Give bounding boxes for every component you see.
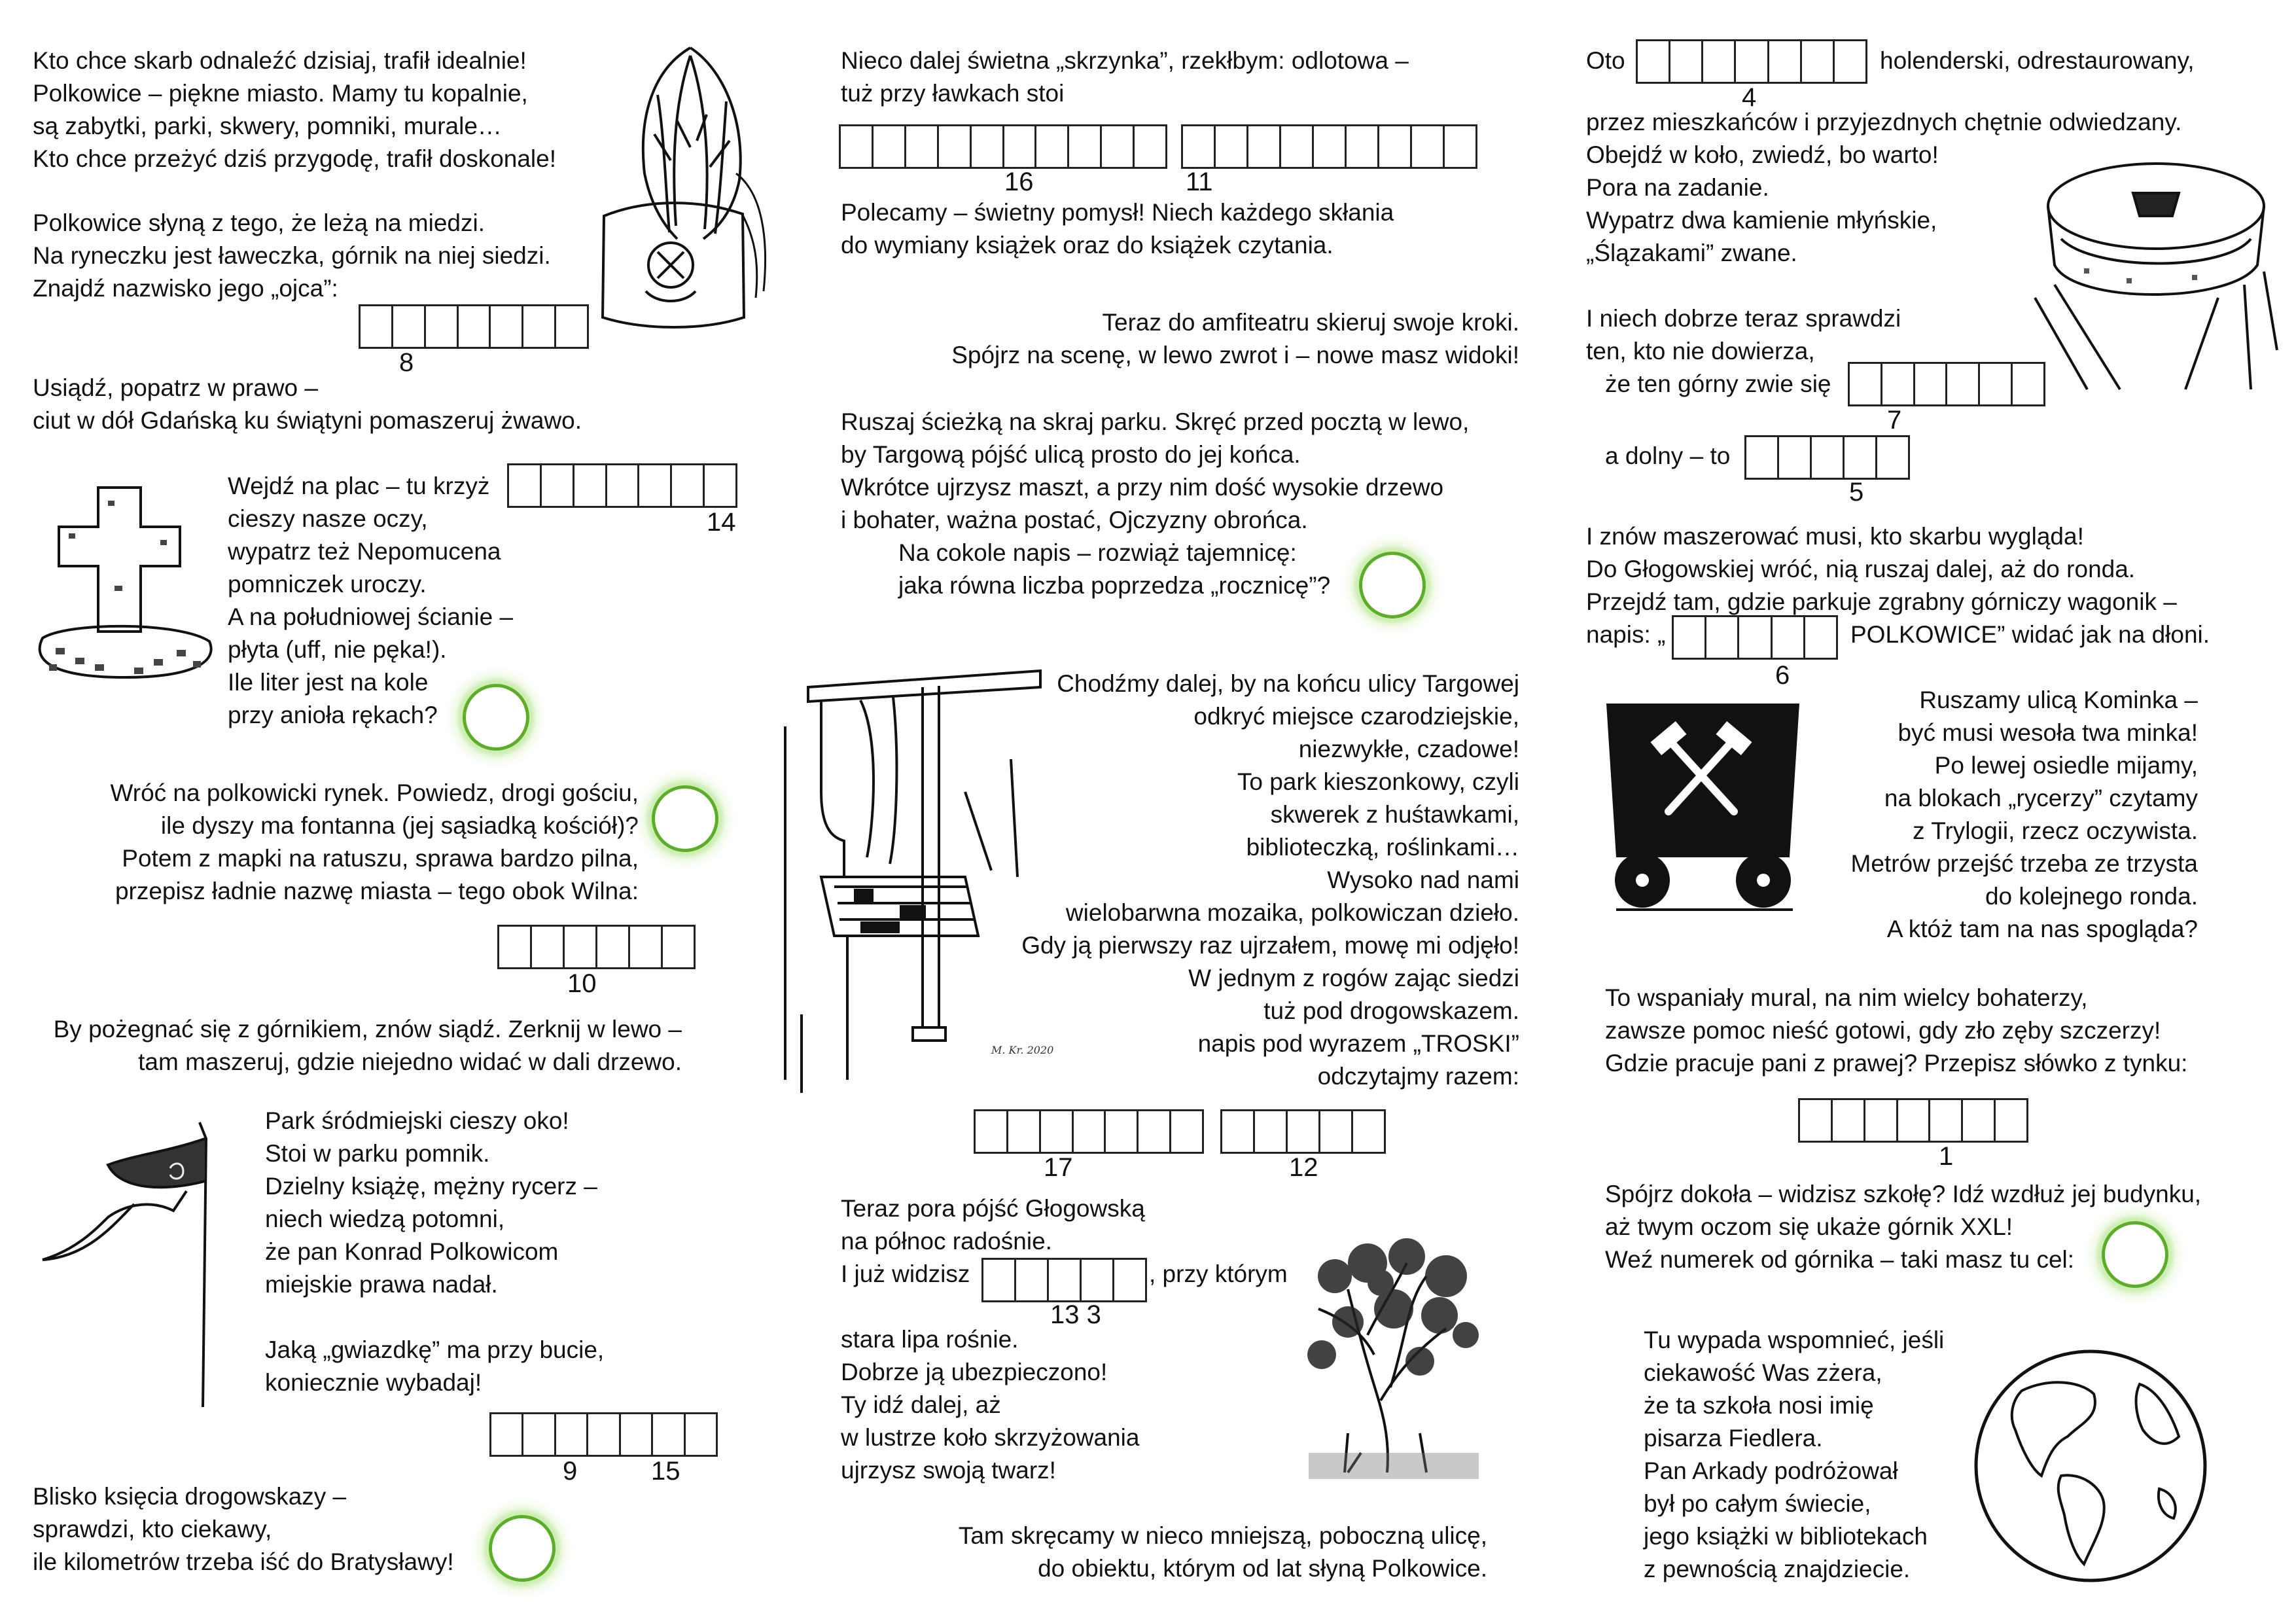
- letter-box[interactable]: [457, 304, 491, 349]
- text-line: by Targową pójść ulicą prosto do jej końca.: [841, 441, 1301, 468]
- letter-index: 7: [1887, 406, 1902, 435]
- text-line: był po całym świecie,: [1644, 1490, 1871, 1517]
- see-line-end: , przy którym: [1149, 1260, 1288, 1287]
- text-line: To wspaniały mural, na nim wielcy bohaterzy,: [1605, 984, 2088, 1011]
- letter-box[interactable]: [1771, 615, 1805, 660]
- letter-box[interactable]: [1246, 124, 1281, 169]
- letter-box[interactable]: [489, 304, 523, 349]
- amphitheatre-verse: [951, 306, 1519, 372]
- text-line: To park kieszonkowy, czyli: [1237, 768, 1519, 795]
- text-line: do wymiany książek oraz do książek czytania.: [841, 232, 1333, 259]
- letter-box[interactable]: [1833, 39, 1867, 84]
- text-line: Polecamy – świetny pomysł! Niech każdego skłania: [841, 199, 1394, 226]
- answer-boxes-1[interactable]: [1798, 1098, 2028, 1143]
- text-line: zawsze pomoc nieść gotowi, gdy zło zęby szczerzy!: [1605, 1017, 2161, 1044]
- text-line: Kto chce przeżyć dziś przygodę, trafił doskonale!: [33, 145, 556, 172]
- text-line: Gdzie pracuje pani z prawej? Przepisz słówko z tynku:: [1605, 1050, 2188, 1077]
- letter-box[interactable]: [1047, 1258, 1082, 1302]
- letter-box[interactable]: [1169, 1109, 1204, 1154]
- text-line: Stoi w parku pomnik.: [265, 1140, 490, 1167]
- letter-box[interactable]: [1704, 615, 1739, 660]
- text-line: Ruszamy ulicą Kominka –: [1919, 687, 2198, 713]
- swing-bookcase-illustration: [782, 661, 1054, 1106]
- text-line: Tam skręcamy w nieco mniejszą, poboczną ulicę,: [958, 1522, 1487, 1549]
- letter-box[interactable]: [1443, 124, 1477, 169]
- letter-box[interactable]: [554, 1412, 588, 1457]
- napis-line-end: POLKOWICE” widać jak na dłoni.: [1850, 621, 2210, 648]
- text-line: Pan Arkady podróżował: [1644, 1457, 1898, 1484]
- text-line: być musi wesoła twa minka!: [1898, 719, 2198, 746]
- text-line: Polkowice – piękne miasto. Mamy tu kopalnie,: [33, 80, 528, 107]
- letter-box[interactable]: [521, 1412, 556, 1457]
- text-line: niezwykłe, czadowe!: [1298, 736, 1519, 762]
- letter-box[interactable]: [1279, 124, 1314, 169]
- text-line: koniecznie wybadaj!: [265, 1369, 482, 1396]
- answer-circle[interactable]: [463, 684, 529, 751]
- answer-boxes-10[interactable]: [497, 925, 696, 969]
- lower-stone-line: a dolny – to: [1605, 442, 1731, 469]
- text-line: tam maszeruj, gdzie niejedno widać w dali drzewo.: [138, 1048, 682, 1075]
- letter-index: 6: [1775, 661, 1790, 690]
- text-line: są zabytki, parki, skwery, pomniki, murale…: [33, 113, 502, 139]
- text-line: Po lewej osiedle mijamy,: [1934, 752, 2198, 779]
- letter-index: 14: [707, 508, 736, 537]
- letter-box[interactable]: [1318, 1109, 1353, 1154]
- text-line: Na cokole napis – rozwiąż tajemnicę:: [898, 539, 1297, 566]
- text-line: Weź numerek od górnika – taki masz tu cel:: [1605, 1246, 2075, 1273]
- answer-boxes-7[interactable]: [1848, 362, 2045, 406]
- letter-box[interactable]: [1104, 1109, 1139, 1154]
- text-line: ile dyszy ma fontanna (jej sąsiadką kościół)?: [160, 812, 639, 839]
- text-line: Ile liter jest na kole: [228, 669, 429, 696]
- letter-box[interactable]: [563, 925, 597, 969]
- letter-box[interactable]: [628, 925, 663, 969]
- text-line: pisarza Fiedlera.: [1644, 1425, 1823, 1452]
- text-line: Nieco dalej świetna „skrzynka”, rzekłbym: odlotowa –: [841, 47, 1409, 74]
- answer-boxes-6[interactable]: [1672, 615, 1838, 660]
- letter-box[interactable]: [1800, 39, 1835, 84]
- text-line: Ty idź dalej, aż: [841, 1391, 1001, 1418]
- text-line: z Trylogii, rzecz oczywista.: [1913, 817, 2198, 844]
- letter-index: 11: [1186, 168, 1213, 196]
- text-line: ujrzysz swoją twarz!: [841, 1457, 1056, 1484]
- text-line: sprawdzi, kto ciekawy,: [33, 1516, 272, 1543]
- answer-boxes-11[interactable]: [1181, 124, 1477, 169]
- text-line: ciekawość Was zżera,: [1644, 1359, 1882, 1386]
- letter-box[interactable]: [1410, 124, 1445, 169]
- letter-box[interactable]: [651, 1412, 685, 1457]
- turn-verse: [959, 1520, 1487, 1585]
- box-verse: [841, 45, 1409, 110]
- answer-boxes-8[interactable]: [359, 304, 589, 349]
- letter-box[interactable]: [1701, 39, 1736, 84]
- answer-circle[interactable]: [1359, 552, 1426, 618]
- text-line: Do Głogowskiej wróć, nią ruszaj dalej, aż do ronda.: [1586, 556, 2136, 582]
- letter-box[interactable]: [1913, 362, 1948, 406]
- answer-boxes-5[interactable]: [1744, 435, 1910, 480]
- text-line: do obiektu, którym od lat słyną Polkowice.: [1038, 1555, 1487, 1582]
- letter-box[interactable]: [1777, 435, 1812, 480]
- letter-box[interactable]: [1744, 435, 1779, 480]
- letter-box[interactable]: [1734, 39, 1769, 84]
- letter-box[interactable]: [1636, 39, 1670, 84]
- text-line: cieszy nasze oczy,: [228, 505, 428, 532]
- text-line: Wróć na polkowicki rynek. Powiedz, drogi gościu,: [110, 779, 639, 806]
- letter-box[interactable]: [1067, 124, 1102, 169]
- text-line: Park śródmiejski cieszy oko!: [265, 1107, 569, 1134]
- text-line: z pewnością znajdziecie.: [1644, 1556, 1911, 1582]
- letter-index: 17: [1044, 1153, 1073, 1182]
- text-line: Usiądź, popatrz w prawo –: [33, 374, 318, 401]
- answer-boxes-14[interactable]: [507, 463, 737, 508]
- millstone-illustration: [2035, 154, 2277, 389]
- books-verse: [841, 196, 1394, 262]
- globe-illustration: [1969, 1345, 2212, 1587]
- mine-cart-illustration: [1603, 700, 1806, 916]
- text-line: I niech dobrze teraz sprawdzi: [1586, 305, 1901, 332]
- letter-box[interactable]: [670, 463, 705, 508]
- letter-box[interactable]: [521, 304, 556, 349]
- text-line: ile kilometrów trzeba iść do Bratysławy!: [33, 1548, 454, 1575]
- see-line-start: I już widzisz: [841, 1260, 970, 1287]
- text-line: Ruszaj ścieżką na skraj parku. Skręć przed pocztą w lewo,: [841, 408, 1470, 435]
- check-verse: [1586, 302, 1901, 368]
- answer-boxes-4[interactable]: [1636, 39, 1867, 84]
- text-line: na blokach „rycerzy” czytamy: [1884, 785, 2198, 812]
- letter-box[interactable]: [937, 124, 972, 169]
- fountain-verse: [111, 777, 639, 908]
- text-line: Blisko księcia drogowskazy –: [33, 1483, 347, 1510]
- path-verse: [841, 406, 1469, 537]
- letter-box[interactable]: [1978, 362, 2013, 406]
- letter-box[interactable]: [619, 1412, 653, 1457]
- text-line: że pan Konrad Polkowicom: [265, 1238, 559, 1265]
- text-line: przy anioła rękach?: [228, 702, 438, 728]
- text-line: „Ślązakami” zwane.: [1586, 240, 1797, 266]
- letter-box[interactable]: [1214, 124, 1248, 169]
- letter-box[interactable]: [1994, 1098, 2028, 1143]
- answer-circle[interactable]: [489, 1515, 556, 1582]
- pocket-park-verse: [1021, 668, 1519, 1093]
- text-line: Teraz do amfiteatru skieruj swoje kroki.: [1102, 309, 1519, 336]
- letter-box[interactable]: [573, 463, 607, 508]
- text-line: że ta szkoła nosi imię: [1644, 1392, 1874, 1419]
- text-line: Metrów przejść trzeba ze trzysta: [1850, 850, 2198, 877]
- text-line: Teraz pora pójść Głogowską: [841, 1195, 1145, 1222]
- sit-verse: [33, 372, 582, 437]
- text-line: aż twym oczom się ukaże górnik XXL!: [1605, 1213, 2013, 1240]
- oto-line-end: holenderski, odrestaurowany,: [1880, 47, 2195, 74]
- intro-verse: [33, 45, 556, 175]
- text-line: pomniczek uroczy.: [228, 571, 427, 597]
- text-line: ciut w dół Gdańską ku świątyni pomaszeruj żwawo.: [33, 407, 582, 434]
- text-line: Jaką „gwiazdkę” ma przy bucie,: [265, 1336, 605, 1363]
- text-line: I znów maszerować musi, kto skarbu wygląda!: [1586, 523, 2084, 550]
- letter-box[interactable]: [1253, 1109, 1288, 1154]
- letter-box[interactable]: [1039, 1109, 1074, 1154]
- answer-circle[interactable]: [2102, 1221, 2168, 1288]
- letter-box[interactable]: [661, 925, 696, 969]
- letter-box[interactable]: [839, 124, 874, 169]
- answer-boxes-16[interactable]: [839, 124, 1167, 169]
- linden-tree-illustration: [1309, 1237, 1479, 1479]
- letter-box[interactable]: [489, 1412, 523, 1457]
- text-line: Tu wypada wspomnieć, jeśli: [1644, 1327, 1945, 1353]
- artist-signature: M. Kr. 2020: [991, 1044, 1054, 1056]
- letter-index: 16: [1004, 168, 1034, 196]
- text-line: przez mieszkańców i przyjezdnych chętnie odwiedzany.: [1586, 109, 2182, 135]
- text-line: Dobrze ją ubezpieczono!: [841, 1359, 1108, 1385]
- signs-verse: [33, 1480, 454, 1578]
- text-line: płyta (uff, nie pęka!).: [228, 636, 447, 663]
- glogowska-verse: [841, 1192, 1145, 1258]
- upper-stone-line: że ten górny zwie się: [1605, 370, 1831, 397]
- letter-box[interactable]: [1137, 1109, 1171, 1154]
- letter-index: 13 3: [1050, 1300, 1101, 1329]
- kominka-verse: [1851, 684, 2198, 946]
- letter-index: 12: [1289, 1153, 1318, 1182]
- text-line: Polkowice słyną z tego, że leżą na miedzi.: [33, 209, 486, 236]
- letter-box[interactable]: [595, 925, 630, 969]
- text-line: odkryć miejsce czarodziejskie,: [1193, 703, 1519, 730]
- napis-line-start: napis: „: [1586, 621, 1666, 648]
- text-line: A któż tam na nas spogląda?: [1886, 916, 2198, 942]
- letter-box[interactable]: [359, 304, 393, 349]
- letter-box[interactable]: [2011, 362, 2045, 406]
- march-verse: [1586, 520, 2177, 618]
- text-line: i bohater, ważna postać, Ojczyzny obrońca.: [841, 507, 1308, 533]
- letter-box[interactable]: [497, 925, 532, 969]
- letter-box[interactable]: [970, 124, 1004, 169]
- answer-boxes-13-3[interactable]: [981, 1258, 1147, 1302]
- text-line: Chodźmy dalej, by na końcu ulicy Targowej: [1057, 670, 1519, 697]
- text-line: Spójrz dokoła – widzisz szkołę? Idź wzdłuż jej budynku,: [1605, 1181, 2202, 1207]
- text-line: odczytajmy razem:: [1317, 1063, 1519, 1090]
- letter-box[interactable]: [872, 124, 906, 169]
- letter-box[interactable]: [1034, 124, 1069, 169]
- letter-box[interactable]: [703, 463, 737, 508]
- letter-box[interactable]: [605, 463, 640, 508]
- letter-box[interactable]: [684, 1412, 718, 1457]
- letter-box[interactable]: [1220, 1109, 1255, 1154]
- park-verse: [265, 1105, 597, 1301]
- letter-box[interactable]: [1863, 1098, 1898, 1143]
- letter-box[interactable]: [424, 304, 459, 349]
- letter-box[interactable]: [1351, 1109, 1386, 1154]
- text-line: Wypatrz dwa kamienie młyńskie,: [1586, 207, 1937, 234]
- fiedler-verse: [1644, 1324, 1944, 1586]
- letter-box[interactable]: [1669, 39, 1703, 84]
- letter-index: 1: [1939, 1142, 1954, 1171]
- answer-boxes-9-15[interactable]: [489, 1412, 718, 1457]
- letter-box[interactable]: [586, 1412, 620, 1457]
- text-line: Obejdź w koło, zwiedź, bo warto!: [1586, 141, 1939, 168]
- text-line: Wysoko nad nami: [1327, 866, 1519, 893]
- text-line: Pora na zadanie.: [1586, 174, 1769, 201]
- letter-box[interactable]: [1945, 362, 1980, 406]
- letter-box[interactable]: [554, 304, 589, 349]
- text-line: jego książki w bibliotekach: [1644, 1523, 1928, 1550]
- text-line: jaka równa liczba poprzedza „rocznicę”?: [898, 572, 1331, 599]
- letter-box[interactable]: [1345, 124, 1379, 169]
- letter-box[interactable]: [1831, 1098, 1865, 1143]
- letter-box[interactable]: [1377, 124, 1412, 169]
- letter-box[interactable]: [1133, 124, 1167, 169]
- plinth-verse: [898, 537, 1330, 602]
- text-line: do kolejnego ronda.: [1985, 883, 2198, 910]
- text-line: Na ryneczku jest ławeczka, górnik na niej siedzi.: [33, 242, 551, 269]
- letter-box[interactable]: [1848, 362, 1882, 406]
- farewell-verse: [54, 1013, 682, 1079]
- linden-verse: [841, 1323, 1139, 1487]
- letter-box[interactable]: [904, 124, 939, 169]
- letter-box[interactable]: [1014, 1258, 1049, 1302]
- letter-index: 9: [563, 1457, 578, 1486]
- letter-index: 5: [1849, 478, 1864, 507]
- text-line: tuż przy ławkach stoi: [841, 80, 1065, 107]
- text-line: Przejdź tam, gdzie parkuje zgrabny górniczy wagonik –: [1586, 588, 2177, 615]
- bench-verse: [33, 207, 551, 305]
- text-line: Spójrz na scenę, w lewo zwrot i – nowe masz widoki!: [951, 342, 1519, 368]
- letter-box[interactable]: [1767, 39, 1802, 84]
- letter-box[interactable]: [507, 463, 542, 508]
- star-verse: [265, 1334, 604, 1399]
- letter-box[interactable]: [1100, 124, 1135, 169]
- text-line: stara lipa rośnie.: [841, 1326, 1019, 1353]
- letter-box[interactable]: [1896, 1098, 1931, 1143]
- text-line: W jednym z rogów zając siedzi: [1188, 965, 1519, 991]
- answer-boxes-17[interactable]: [974, 1109, 1204, 1154]
- letter-box[interactable]: [1737, 615, 1772, 660]
- oto-line-start: Oto: [1586, 47, 1625, 74]
- letter-box[interactable]: [1928, 1098, 1963, 1143]
- letter-box[interactable]: [1286, 1109, 1320, 1154]
- text-line: w lustrze koło skrzyżowania: [841, 1424, 1140, 1451]
- text-line: niech wiedzą potomni,: [265, 1205, 505, 1232]
- letter-box[interactable]: [1181, 124, 1216, 169]
- letter-box[interactable]: [530, 925, 565, 969]
- text-line: wielobarwna mozaika, polkowiczan dzieło.: [1065, 899, 1519, 926]
- text-line: biblioteczką, roślinkami…: [1246, 834, 1519, 861]
- miner-cap-illustration: [592, 43, 782, 330]
- letter-box[interactable]: [1002, 124, 1037, 169]
- text-line: skwerek z huśtawkami,: [1270, 801, 1519, 828]
- text-line: napis pod wyrazem „TROSKI”: [1197, 1030, 1519, 1057]
- answer-circle[interactable]: [652, 785, 718, 852]
- letter-box[interactable]: [974, 1109, 1008, 1154]
- text-line: A na południowej ścianie –: [228, 603, 514, 630]
- text-line: Znajdź nazwisko jego „ojca”:: [33, 275, 338, 302]
- letter-box[interactable]: [1843, 435, 1877, 480]
- letter-box[interactable]: [1672, 615, 1706, 660]
- text-line: Dzielny książę, mężny rycerz –: [265, 1173, 597, 1200]
- letter-box[interactable]: [1803, 615, 1838, 660]
- text-line: ten, kto nie dowierza,: [1586, 338, 1815, 365]
- letter-index: 8: [399, 348, 414, 377]
- text-line: przepisz ładnie nazwę miasta – tego obok Wilna:: [115, 878, 639, 904]
- letter-box[interactable]: [637, 463, 672, 508]
- text-line: wypatrz też Nepomucena: [228, 538, 501, 565]
- letter-box[interactable]: [1080, 1258, 1114, 1302]
- letter-box[interactable]: [391, 304, 426, 349]
- letter-box[interactable]: [1881, 362, 1915, 406]
- letter-box[interactable]: [1810, 435, 1845, 480]
- letter-index: 15: [651, 1457, 680, 1486]
- text-line: na północ radośnie.: [841, 1228, 1052, 1255]
- text-line: By pożegnać się z górnikiem, znów siądź. Zerknij w lewo –: [53, 1016, 682, 1043]
- answer-boxes-12[interactable]: [1220, 1109, 1386, 1154]
- text-line: miejskie prawa nadał.: [265, 1271, 498, 1298]
- text-line: tuż pod drogowskazem.: [1263, 997, 1519, 1024]
- banner-hand-illustration: [36, 1119, 258, 1407]
- letter-index: 10: [567, 969, 597, 998]
- letter-index: 4: [1742, 83, 1757, 112]
- letter-box[interactable]: [1072, 1109, 1106, 1154]
- stone-cross-illustration: [29, 481, 219, 684]
- text-line: Gdy ją pierwszy raz ujrzałem, mowę mi odjęło!: [1021, 932, 1519, 959]
- letter-box[interactable]: [1112, 1258, 1147, 1302]
- letter-box[interactable]: [540, 463, 574, 508]
- text-line: Potem z mapki na ratuszu, sprawa bardzo pilna,: [122, 845, 639, 872]
- letter-box[interactable]: [1798, 1098, 1833, 1143]
- letter-box[interactable]: [1961, 1098, 1996, 1143]
- text-line: Kto chce skarb odnaleźć dzisiaj, trafił idealnie!: [33, 47, 527, 74]
- letter-box[interactable]: [1312, 124, 1347, 169]
- letter-box[interactable]: [981, 1258, 1016, 1302]
- letter-box[interactable]: [1875, 435, 1910, 480]
- letter-box[interactable]: [1006, 1109, 1041, 1154]
- plac-first-line: Wejdź na plac – tu krzyż: [228, 473, 490, 499]
- text-line: Wkrótce ujrzysz maszt, a przy nim dość wysokie drzewo: [841, 474, 1444, 501]
- mural-verse: [1605, 982, 2187, 1080]
